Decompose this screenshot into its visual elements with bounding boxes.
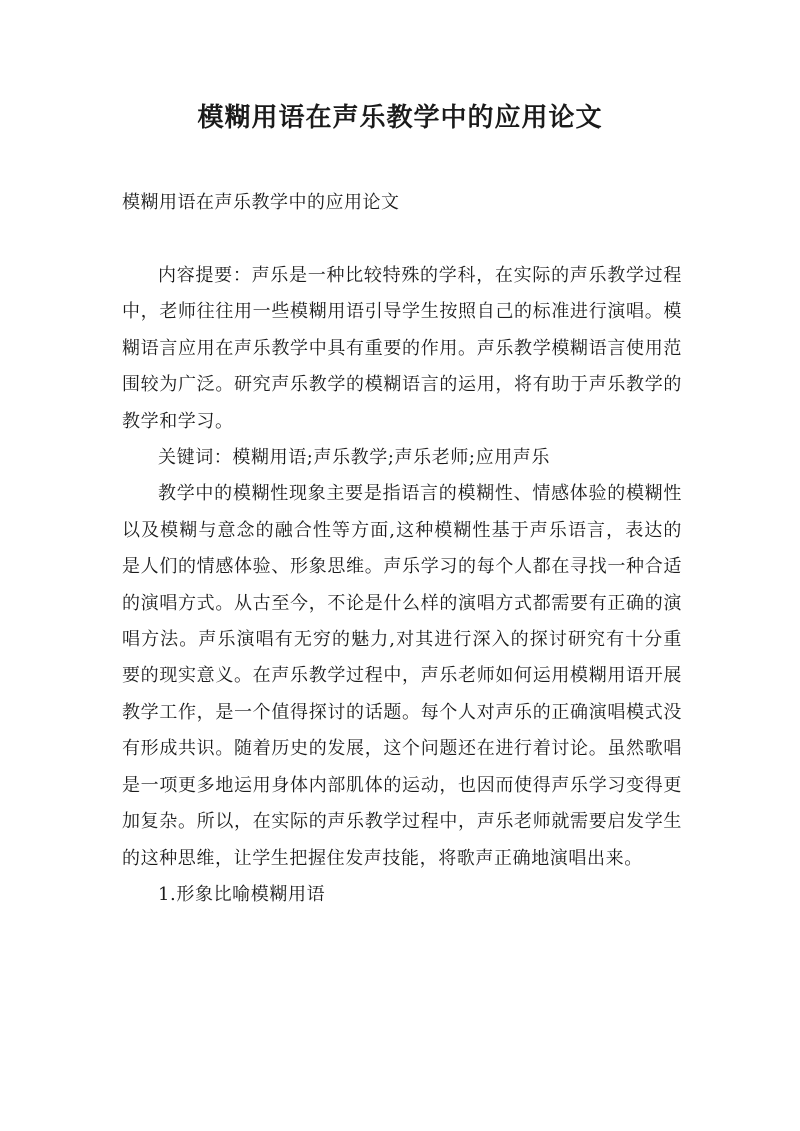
- document-title: 模糊用语在声乐教学中的应用论文: [197, 103, 603, 133]
- section-heading: 1.形象比喻模糊用语: [158, 883, 326, 905]
- document-subtitle: 模糊用语在声乐教学中的应用论文: [122, 192, 400, 213]
- body-paragraph: 教学中的模糊性现象主要是指语言的模糊性、情感体验的模糊性以及模糊与意念的融合性等方面,这种模糊性基于声乐语言，表达的是人们的情感体验、形象思维。声乐学习的每个人都在寻找一种合适的演唱方式。从古至今，不论是什么样的演唱方式都需要有正确的演唱方法。声乐演唱有无穷的魅力,对其进行深入的探讨研究有十分重要的现实意义。在声乐教学过程中，声乐老师如何运用模糊用语开展教学工作，是一个值得探讨的话题。每个人对声乐的正确演唱模式没有形成共识。随着历史的发展，这个问题还在进行着讨论。虽然歌唱是一项更多地运用身体内部肌体的运动，也因而使得声乐学习变得更加复杂。所以，在实际的声乐教学过程中，声乐老师就需要启发学生的这种思维，让学生把握住发声技能，将歌声正确地演唱出来。: [122, 483, 682, 869]
- document-body: [122, 258, 682, 913]
- abstract-paragraph: 内容提要：声乐是一种比较特殊的学科，在实际的声乐教学过程中，老师往往用一些模糊用语引导学生按照自己的标准进行演唱。模糊语言应用在声乐教学中具有重要的作用。声乐教学模糊语言使用范围较为广泛。研究声乐教学的模糊语言的运用，将有助于声乐教学的教学和学习。: [122, 265, 682, 432]
- keywords-paragraph: 关键词：模糊用语;声乐教学;声乐老师;应用声乐: [158, 447, 550, 469]
